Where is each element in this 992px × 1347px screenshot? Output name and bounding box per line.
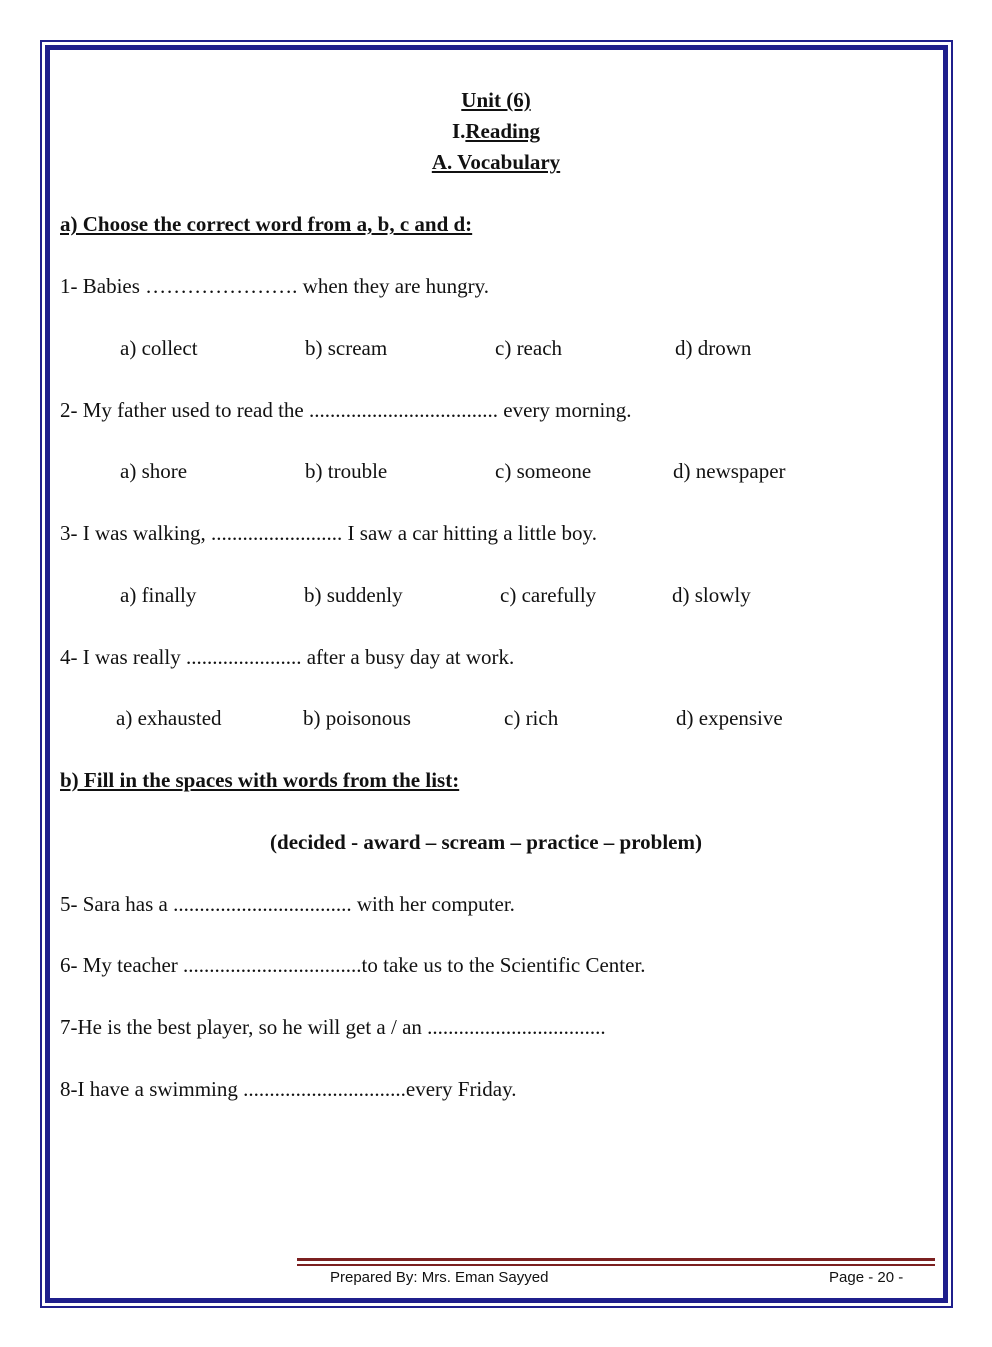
question-1: 1- Babies …………………. when they are hungry. (60, 274, 490, 298)
q3-option-c: c) carefully (500, 583, 597, 607)
question-4: 4- I was really ...................... after a busy day at work. (60, 645, 515, 669)
q3-option-b: b) suddenly (304, 583, 403, 607)
section-a-title: a) Choose the correct word from a, b, c and d: (60, 212, 473, 236)
q4-option-a: a) exhausted (116, 706, 222, 730)
q2-option-a: a) shore (120, 459, 188, 483)
vocabulary-title: A. Vocabulary (431, 150, 561, 174)
question-3: 3- I was walking, ......................... I saw a car hitting a little boy. (60, 521, 597, 545)
q1-option-d: d) drown (675, 336, 752, 360)
q3-option-d: d) slowly (672, 583, 751, 607)
reading-title: I.Reading (451, 119, 541, 143)
q2-option-d: d) newspaper (673, 459, 786, 483)
sentence-6: 6- My teacher ..................................to take us to the Scientific Center. (60, 953, 646, 977)
sentence-5: 5- Sara has a .................................. with her computer. (60, 892, 515, 916)
section-b-title: b) Fill in the spaces with words from the list: (60, 768, 460, 792)
q1-option-b: b) scream (305, 336, 388, 360)
question-2: 2- My father used to read the .................................... every morning. (60, 398, 632, 422)
q2-option-b: b) trouble (305, 459, 388, 483)
q1-option-c: c) reach (495, 336, 563, 360)
q4-option-c: c) rich (504, 706, 559, 730)
unit-title: Unit (6) (461, 88, 531, 112)
q1-option-a: a) collect (120, 336, 198, 360)
footer-rule (297, 1258, 935, 1266)
sentence-8: 8-I have a swimming ...............................every Friday. (60, 1077, 517, 1101)
q2-option-c: c) someone (495, 459, 592, 483)
footer-prepared-by: Prepared By: Mrs. Eman Sayyed (330, 1269, 549, 1286)
q3-option-a: a) finally (120, 583, 197, 607)
word-list: (decided - award – scream – practice – problem) (270, 830, 702, 854)
q4-option-d: d) expensive (676, 706, 783, 730)
q4-option-b: b) poisonous (303, 706, 411, 730)
sentence-7: 7-He is the best player, so he will get a / an .................................. (60, 1015, 606, 1039)
footer-page-number: Page - 20 - (829, 1269, 904, 1286)
